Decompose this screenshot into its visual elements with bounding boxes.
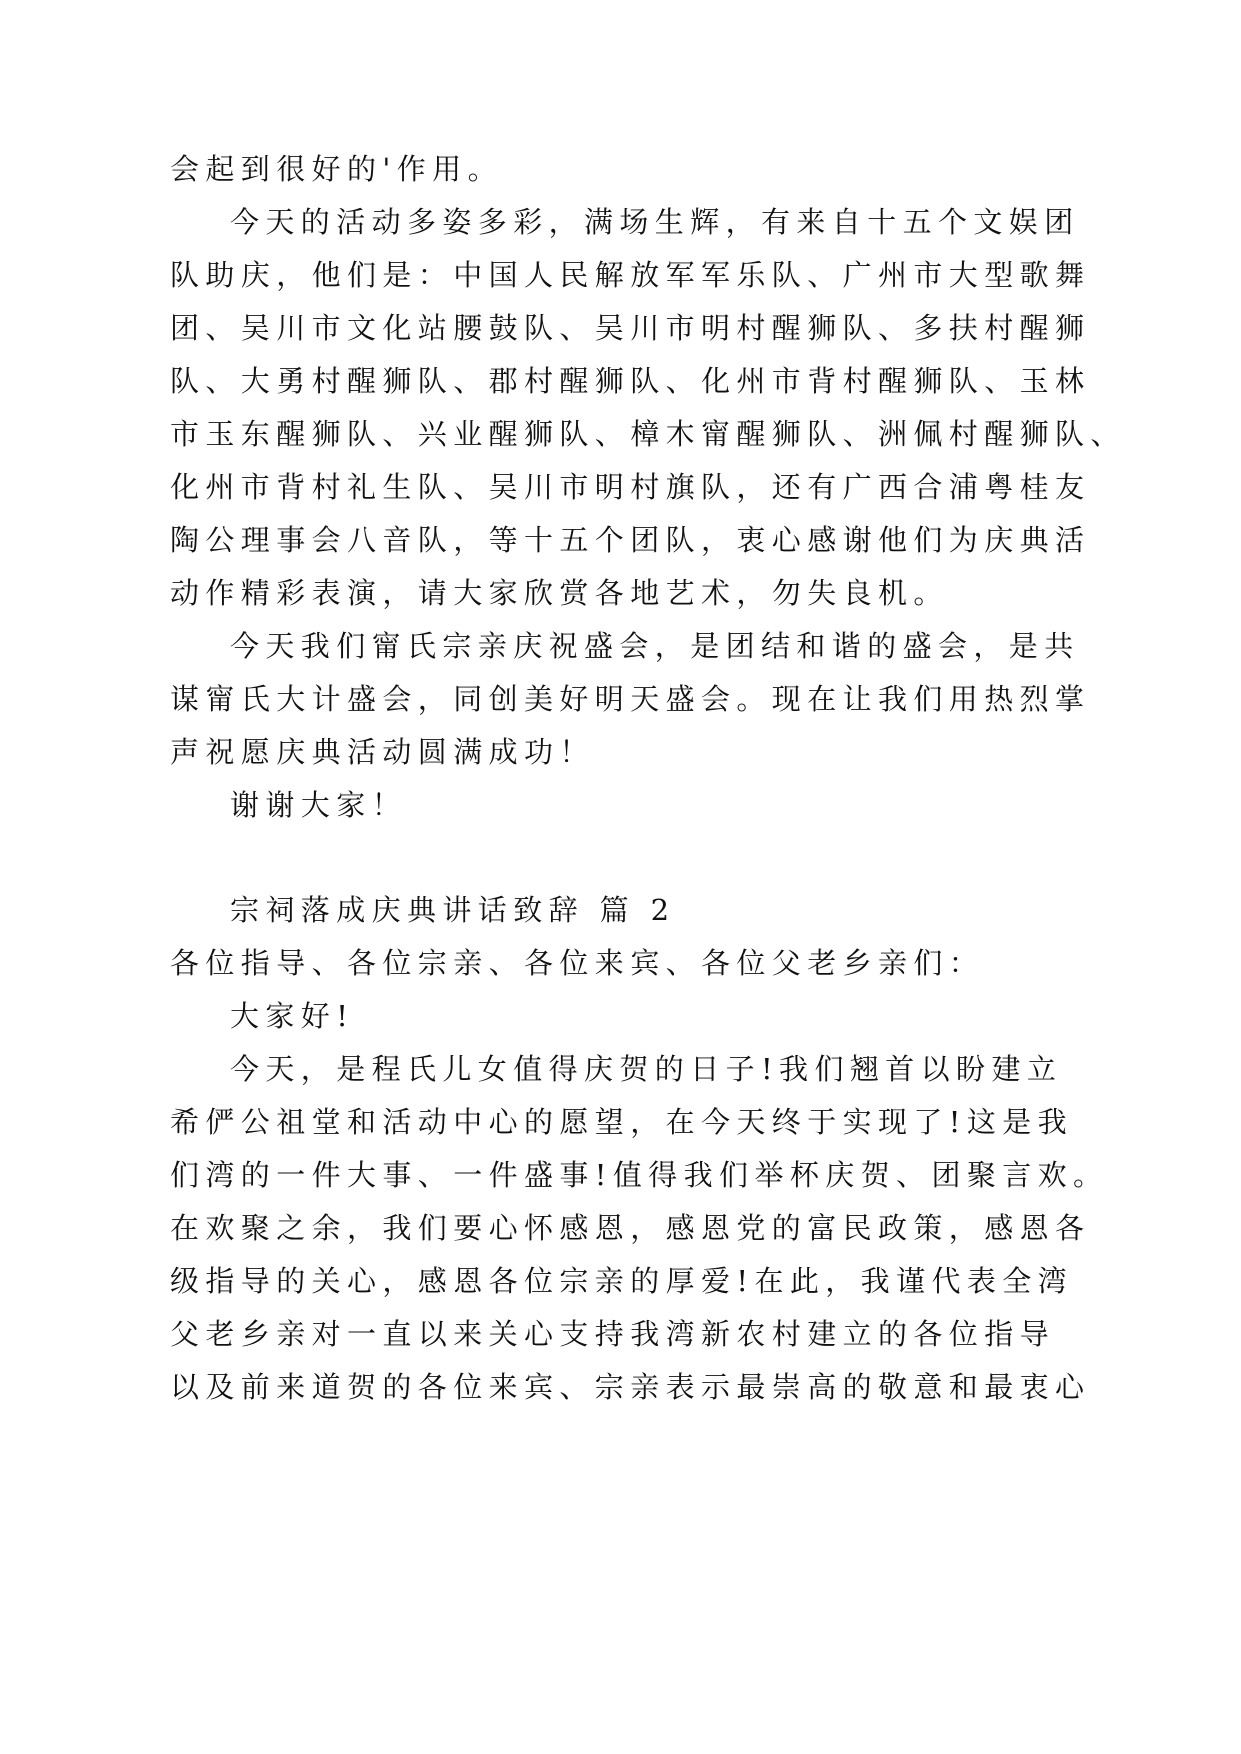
text-line: 今天我们甯氏宗亲庆祝盛会，是团结和谐的盛会，是共 xyxy=(230,629,1080,663)
text-line: 大家好! xyxy=(230,999,355,1033)
text-line: 今天的活动多姿多彩，满场生辉，有来自十五个文娱团 xyxy=(230,205,1080,239)
text-line: 陶公理事会八音队，等十五个团队，衷心感谢他们为庆典活 xyxy=(170,523,1091,557)
text-line: 各位指导、各位宗亲、各位来宾、各位父老乡亲们： xyxy=(170,946,985,980)
text-line: 谢谢大家！ xyxy=(230,788,408,822)
text-line: 团、吴川市文化站腰鼓队、吴川市明村醒狮队、多扶村醒狮 xyxy=(170,311,1091,345)
text-line: 们湾的一件大事、一件盛事!值得我们举杯庆贺、团聚言欢。 xyxy=(170,1158,1109,1192)
text-line: 以及前来道贺的各位来宾、宗亲表示最崇高的敬意和最衷心 xyxy=(170,1370,1091,1404)
text-line: 化州市背村礼生队、吴川市明村旗队，还有广西合浦粤桂友 xyxy=(170,470,1091,504)
text-line: 会起到很好的'作用。 xyxy=(170,152,503,186)
text-line: 谋甯氏大计盛会，同创美好明天盛会。现在让我们用热烈掌 xyxy=(170,682,1091,716)
text-line: 在欢聚之余，我们要心怀感恩，感恩党的富民政策，感恩各 xyxy=(170,1211,1091,1245)
text-line: 市玉东醒狮队、兴业醒狮队、樟木甯醒狮队、洲佩村醒狮队、 xyxy=(170,417,1126,451)
text-line: 动作精彩表演，请大家欣赏各地艺术，勿失良机。 xyxy=(170,576,949,610)
text-line: 队、大勇村醒狮队、郡村醒狮队、化州市背村醒狮队、玉林 xyxy=(170,364,1091,398)
text-line: 父老乡亲对一直以来关心支持我湾新农村建立的各位指导 xyxy=(170,1317,1056,1351)
text-line: 声祝愿庆典活动圆满成功！ xyxy=(170,735,595,769)
text-line: 级指导的关心，感恩各位宗亲的厚爱!在此，我谨代表全湾 xyxy=(170,1264,1074,1298)
section-heading: 宗祠落成庆典讲话致辞 篇 2 xyxy=(230,893,676,927)
text-line: 队助庆，他们是：中国人民解放军军乐队、广州市大型歌舞 xyxy=(170,258,1091,292)
text-line: 希俨公祖堂和活动中心的愿望，在今天终于实现了!这是我 xyxy=(170,1105,1074,1139)
text-line: 今天，是程氏儿女值得庆贺的日子!我们翘首以盼建立 xyxy=(230,1052,1063,1086)
